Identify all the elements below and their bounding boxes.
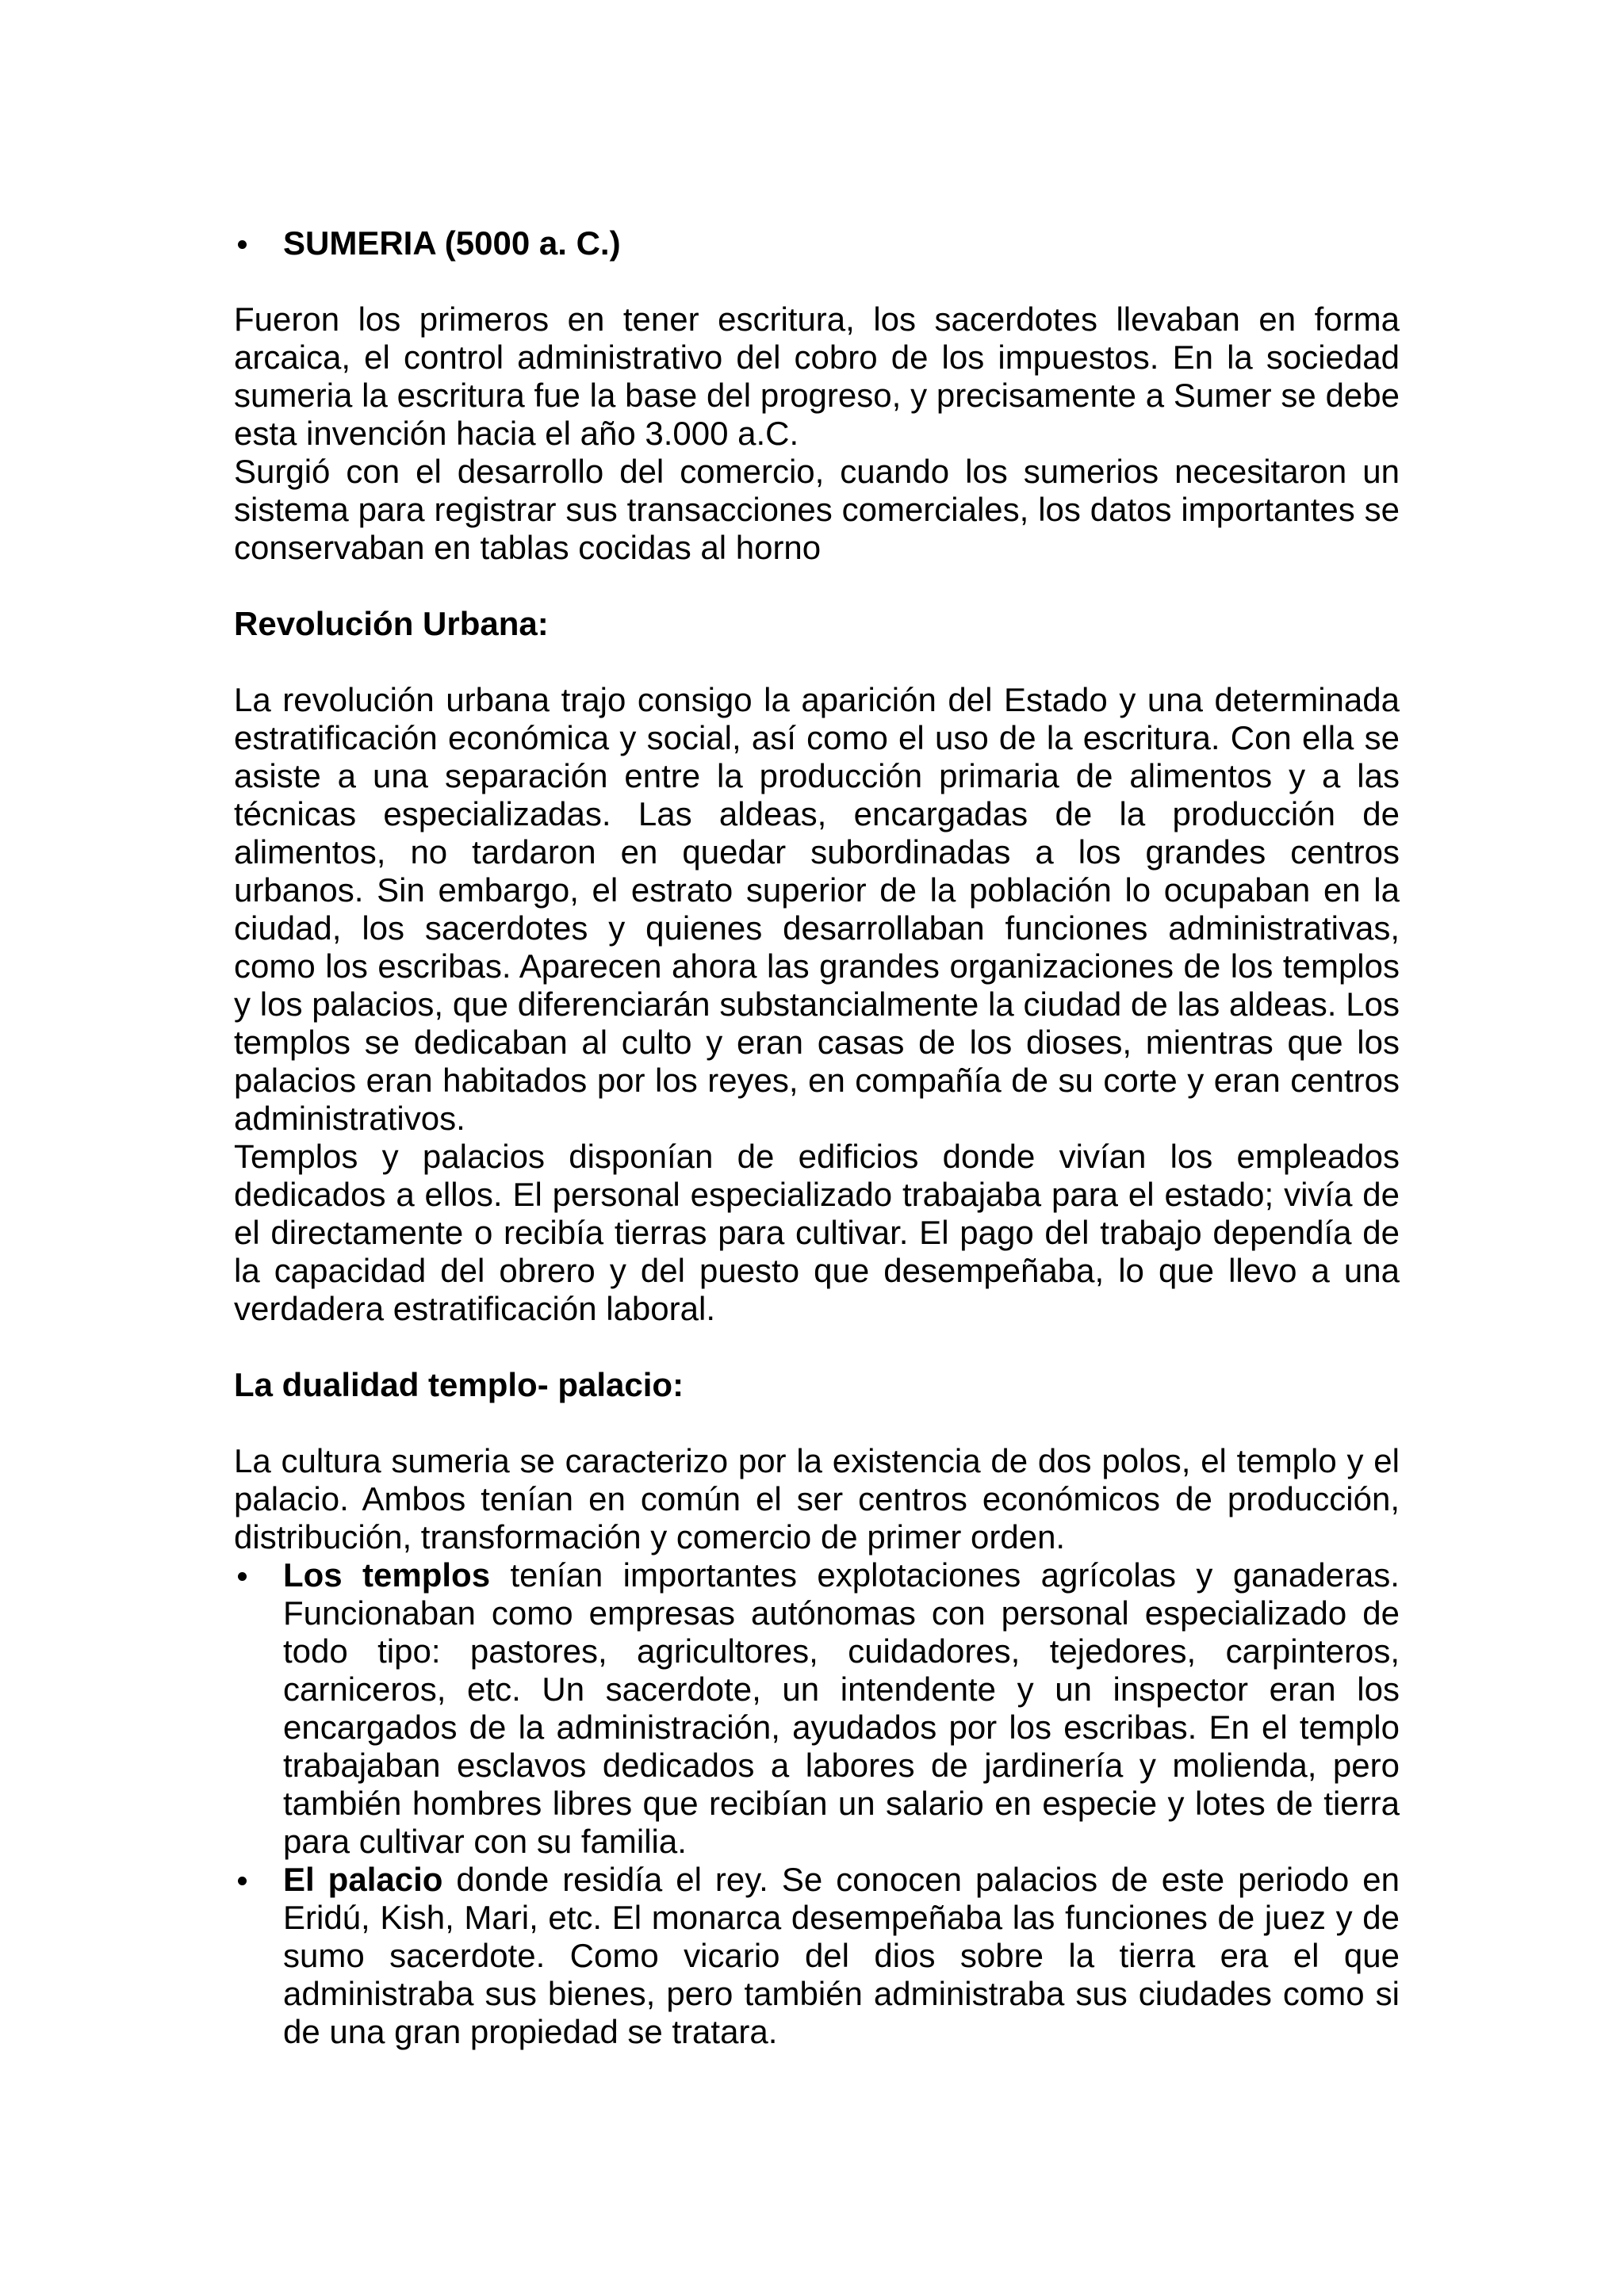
document-page — [234, 224, 1400, 2051]
list-item-templos — [234, 1556, 1400, 1861]
list-item-bold-label: El palacio — [283, 1861, 443, 1898]
section-heading-dualidad: La dualidad templo- palacio: — [234, 1366, 684, 1403]
list-item-body: tenían importantes explotaciones agrícolas y ganaderas. Funcionaban como empresas autónomas con personal especializado de todo tipo: pastores, agricultores, cuidadores, tejedores, carpinteros, carniceros, etc. Un sacerdote, un intendente y un inspector eran los encargados de la administración, ayudados por los escribas. En el templo trabajaban esclavos dedicados a labores de jardinería y molienda, pero también hombres libres que recibían un salario en especie y lotes de tierra para cultivar con su familia. — [283, 1556, 1400, 1860]
bullet-icon — [234, 224, 250, 249]
paragraph: La cultura sumeria se caracterizo por la existencia de dos polos, el templo y el palacio. Ambos tenían en común el ser centros económicos de producción, distribución, transformación y comercio de primer orden. — [234, 1442, 1400, 1556]
list-item-palacio — [234, 1861, 1400, 2051]
paragraph: Fueron los primeros en tener escritura, los sacerdotes llevaban en forma arcaica, el control administrativo del cobro de los impuestos. En la sociedad sumeria la escritura fue la base del progreso, y precisamente a Sumer se debe esta invención hacia el año 3.000 a.C. — [234, 300, 1400, 452]
list-item-text — [283, 1861, 1400, 2051]
paragraph: La revolución urbana trajo consigo la aparición del Estado y una determinada estratificación económica y social, así como el uso de la escritura. Con ella se asiste a una separación entre la producción primaria de alimentos y a las técnicas especializadas. Las aldeas, encargadas de la producción de alimentos, no tardaron en quedar subordinadas a los grandes centros urbanos. Sin embargo, el estrato superior de la población lo ocupaban en la ciudad, los sacerdotes y quienes desarrollaban funciones administrativas, como los escribas. Aparecen ahora las grandes organizaciones de los templos y los palacios, que diferenciarán substancialmente la ciudad de las aldeas. Los templos se dedicaban al culto y eran casas de los dioses, mientras que los palacios eran habitados por los reyes, en compañía de su corte y eran centros administrativos. — [234, 681, 1400, 1137]
section-heading-revolucion: Revolución Urbana: — [234, 605, 549, 642]
list-item-bold-label: Los templos — [283, 1556, 491, 1594]
section-heading-sumeria — [234, 224, 1400, 262]
bullet-icon — [234, 1861, 250, 1885]
bullet-icon — [234, 1556, 250, 1581]
list-item-body: donde residía el rey. Se conocen palacios de este periodo en Eridú, Kish, Mari, etc. El monarca desempeñaba las funciones de juez y de sumo sacerdote. Como vicario del dios sobre la tierra era el que administraba sus bienes, pero también administraba sus ciudades como si de una gran propiedad se tratara. — [283, 1861, 1400, 2050]
paragraph: Surgió con el desarrollo del comercio, cuando los sumerios necesitaron un sistema para registrar sus transacciones comerciales, los datos importantes se conservaban en tablas cocidas al horno — [234, 453, 1400, 566]
paragraph: Templos y palacios disponían de edificios donde vivían los empleados dedicados a ellos. El personal especializado trabajaba para el estado; vivía de el directamente o recibía tierras para cultivar. El pago del trabajo dependía de la capacidad del obrero y del puesto que desempeñaba, lo que llevo a una verdadera estratificación laboral. — [234, 1138, 1400, 1327]
heading-text: SUMERIA (5000 a. C.) — [283, 224, 621, 262]
list-item-text — [283, 1556, 1400, 1861]
